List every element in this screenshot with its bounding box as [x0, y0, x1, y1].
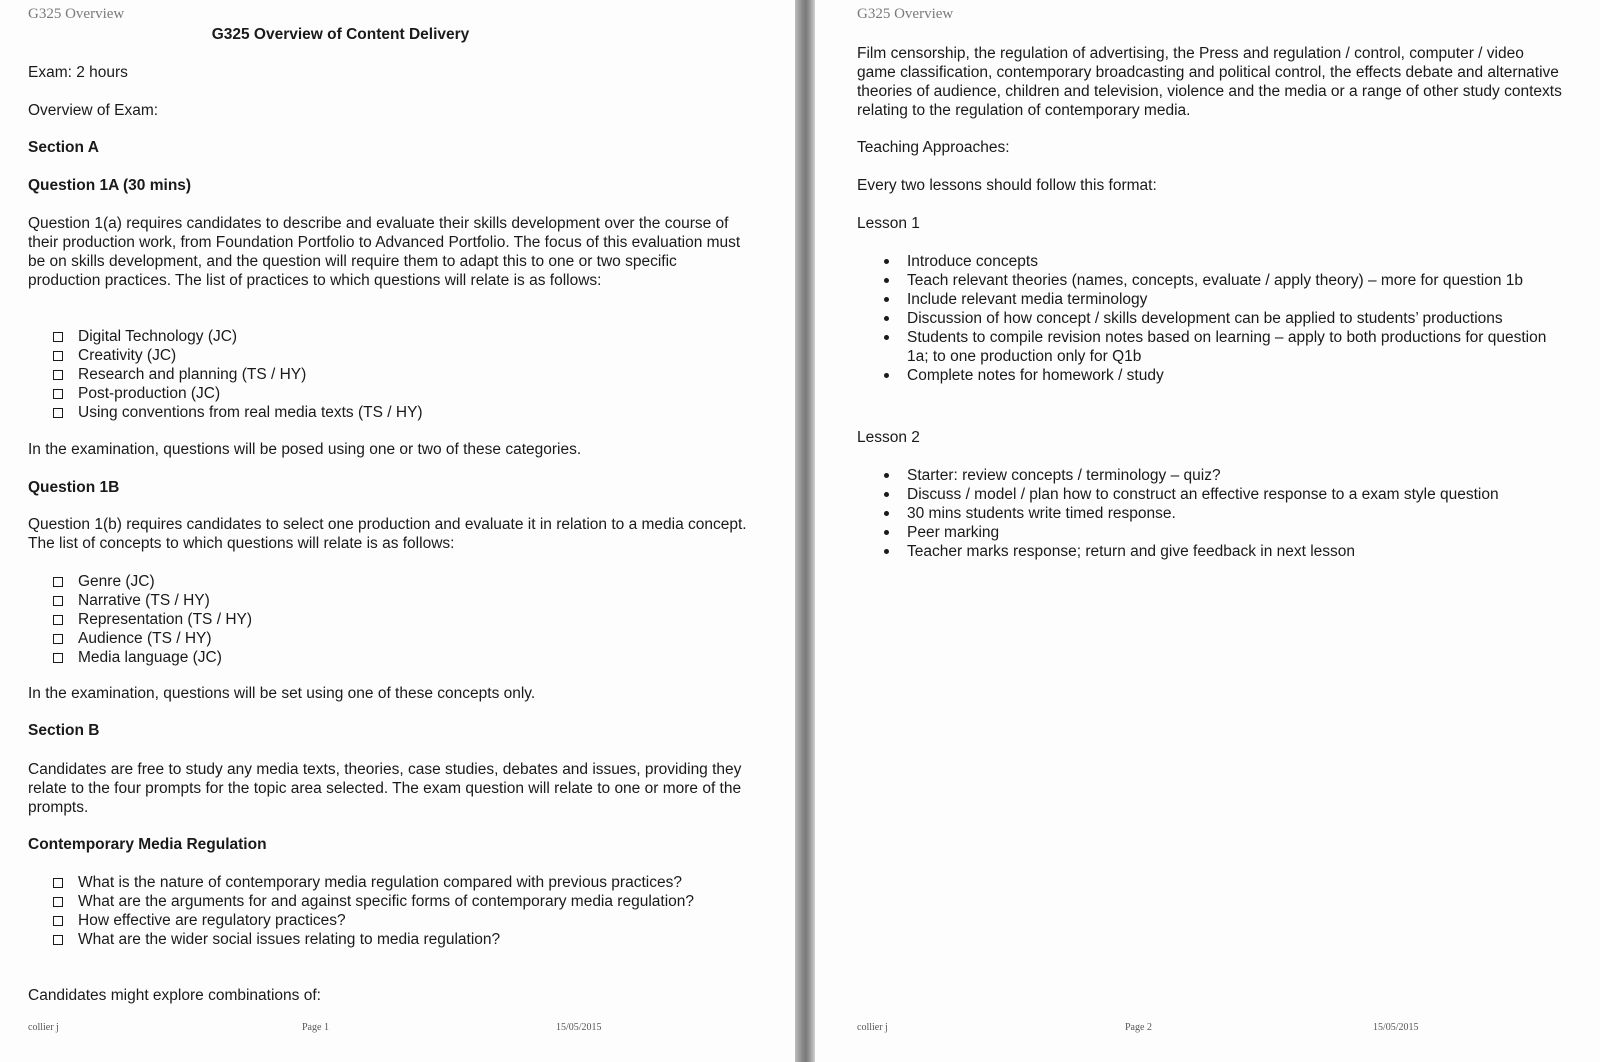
q1a-paragraph: Question 1(a) requires candidates to describe and evaluate their skills development over the course of their production work, from Foundation Portfolio to Advanced Portfolio. The focus of this evaluation must be on skills development, and the question will require them to adapt this to one or two specific production practices. The list of practices to which questions will relate is as follows:: [28, 215, 741, 289]
page-header: G325 Overview: [28, 6, 125, 22]
lesson1-heading: Lesson 1: [857, 215, 920, 232]
list-item: Research and planning (TS / HY): [28, 365, 748, 384]
teaching-approaches-block: [857, 138, 1562, 157]
exam-duration: Exam: 2 hours: [28, 64, 128, 81]
page-gutter: [795, 0, 815, 1062]
list-item: Using conventions from real media texts (TS / HY): [28, 403, 748, 422]
section-b-block: [28, 721, 748, 740]
list-item: Digital Technology (JC): [28, 327, 748, 346]
footer-author: collier j: [857, 1022, 888, 1033]
teaching-approaches-label: Teaching Approaches:: [857, 139, 1010, 156]
list-item: Complete notes for homework / study: [857, 366, 1562, 385]
footer-date: 15/05/2015: [556, 1022, 602, 1033]
overview-label: Overview of Exam:: [28, 102, 159, 119]
list-item: Introduce concepts: [857, 252, 1562, 271]
section-b-paragraph: Candidates are free to study any media texts, theories, case studies, debates and issues, providing they relate to the four prompts for the topic area selected. The exam question will relate to one or more of the prompts.: [28, 761, 742, 816]
q1a-para-block: [28, 214, 748, 290]
footer-page-number: Page 1: [302, 1022, 329, 1033]
lesson1-heading-block: [857, 214, 1562, 233]
q1b-heading: Question 1B: [28, 479, 120, 496]
lesson2-heading-block: [857, 428, 1562, 447]
footer-author: collier j: [28, 1022, 59, 1033]
list-item: Post-production (JC): [28, 384, 748, 403]
combinations-line: Candidates might explore combinations of:: [28, 987, 321, 1004]
list-item: Creativity (JC): [28, 346, 748, 365]
lesson1-list-block: [857, 252, 1562, 385]
q1a-practices-block: [28, 327, 748, 422]
q1b-note-block: [28, 684, 748, 703]
lesson2-list-block: [857, 466, 1562, 561]
section-b-para-block: [28, 760, 748, 817]
page-1: [0, 0, 795, 1062]
list-item: Genre (JC): [28, 572, 748, 591]
q1a-heading-block: [28, 176, 748, 195]
list-item: Discussion of how concept / skills development can be applied to students’ productions: [857, 309, 1562, 328]
prompts-list: [28, 873, 748, 949]
page-2: [815, 0, 1600, 1062]
q1a-note-block: [28, 440, 748, 459]
footer-page-number: Page 2: [1125, 1022, 1152, 1033]
section-a-block: [28, 138, 748, 157]
lesson1-list: [857, 252, 1562, 385]
q1b-note: In the examination, questions will be set using one of these concepts only.: [28, 685, 536, 702]
format-line: Every two lessons should follow this format:: [857, 177, 1157, 194]
list-item: Teacher marks response; return and give feedback in next lesson: [857, 542, 1562, 561]
intro-paragraph: Film censorship, the regulation of advertising, the Press and regulation / control, computer / video game classification, contemporary broadcasting and political control, the effects debate and alternative theories of audience, children and television, violence and the media or a range of other study contexts relating to the regulation of contemporary media.: [857, 45, 1562, 119]
list-item: What are the arguments for and against specific forms of contemporary media regulation?: [28, 892, 748, 911]
section-a-heading: Section A: [28, 139, 99, 156]
list-item: Teach relevant theories (names, concepts, evaluate / apply theory) – more for question 1b: [857, 271, 1562, 290]
practices-list: [28, 327, 748, 422]
lesson2-heading: Lesson 2: [857, 429, 920, 446]
q1b-concepts-block: [28, 572, 748, 667]
intro-block: [857, 44, 1562, 120]
list-item: Starter: review concepts / terminology – quiz?: [857, 466, 1562, 485]
cmr-heading-block: [28, 835, 748, 854]
overview-block: [28, 101, 748, 120]
concepts-list: [28, 572, 748, 667]
document-title: [28, 25, 748, 44]
q1a-heading: Question 1A (30 mins): [28, 177, 192, 194]
list-item: Peer marking: [857, 523, 1562, 542]
page-header: G325 Overview: [857, 6, 954, 22]
cmr-heading: Contemporary Media Regulation: [28, 836, 267, 853]
footer-date: 15/05/2015: [1373, 1022, 1419, 1033]
q1a-note: In the examination, questions will be posed using one or two of these categories.: [28, 441, 582, 458]
list-item: How effective are regulatory practices?: [28, 911, 748, 930]
cmr-prompts-block: [28, 873, 748, 949]
q1b-para-block: [28, 515, 748, 553]
q1b-paragraph: Question 1(b) requires candidates to select one production and evaluate it in relation to a media concept. The list of concepts to which questions will relate is as follows:: [28, 516, 747, 552]
list-item: 30 mins students write timed response.: [857, 504, 1562, 523]
q1b-heading-block: [28, 478, 748, 497]
section-b-heading: Section B: [28, 722, 100, 739]
list-item: Representation (TS / HY): [28, 610, 748, 629]
lesson2-list: [857, 466, 1562, 561]
list-item: What is the nature of contemporary media regulation compared with previous practices?: [28, 873, 748, 892]
document-title-text: G325 Overview of Content Delivery: [211, 26, 470, 43]
format-block: [857, 176, 1562, 195]
list-item: What are the wider social issues relating to media regulation?: [28, 930, 748, 949]
page-1-body: [28, 63, 748, 82]
list-item: Discuss / model / plan how to construct an effective response to a exam style question: [857, 485, 1562, 504]
list-item: Audience (TS / HY): [28, 629, 748, 648]
list-item: Media language (JC): [28, 648, 748, 667]
list-item: Students to compile revision notes based on learning – apply to both productions for question 1a; to one production only for Q1b: [857, 328, 1562, 366]
list-item: Narrative (TS / HY): [28, 591, 748, 610]
list-item: Include relevant media terminology: [857, 290, 1562, 309]
combinations-block: [28, 986, 748, 1005]
